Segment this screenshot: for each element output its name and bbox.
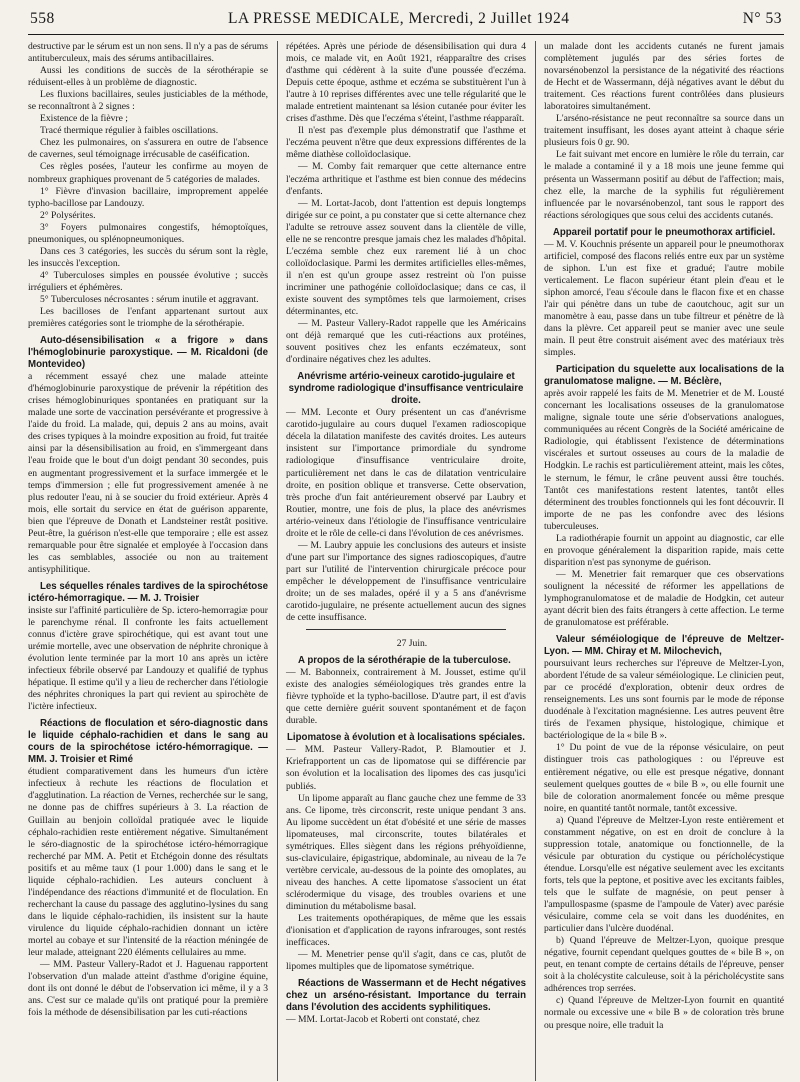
- paragraph: 1° Fièvre d'invasion bacillaire, improprement appelée typho-bacillose par Landouzy.: [28, 185, 268, 209]
- paragraph: Il n'est pas d'exemple plus démonstratif que l'asthme et l'eczéma peuvent n'être que deux expressions différentes de la même diathèse colloïdoclasique.: [286, 125, 526, 161]
- paragraph: — M. Laubry appuie les conclusions des auteurs et insiste d'une part sur l'importance des signes radioscopiques, d'autre part sur l'utilité de l'intervention chirurgicale précoce pour empêcher le développement de l'insuffisance ventriculaire droite; un de ses malades, opéré il y a 5 ans d'anévrisme carotido-jugulaire, ne présente actuellement aucun des signes de cette insuffisance.: [286, 539, 526, 624]
- paragraph: a) Quand l'épreuve de Meltzer-Lyon reste entièrement et constamment négative, on est en droit de conclure à la suppression totale, anatomique ou fonctionnelle, de la vésicule par obturation du cystique ou pérícholécystique étendue. Lorsqu'elle est négative seulement avec les excitants forts, tels que la peptone, et positive avec les excitants faibles, tels que le sulfate de magnésie, on peut penser à l'ampullospasme (spasme de l'ampoule de Vater) avec parésie vésiculaire, comme cela se voit dans les duodénites, en particulier dans l'ulcère duodénal.: [544, 814, 784, 935]
- page-number: 558: [30, 10, 55, 27]
- paragraph: Un lipome apparaît au flanc gauche chez une femme de 33 ans. Ce lipome, très circonscrit, reste unique pendant 3 ans. Au lipome succèdent un état d'obésité et une série de masses lipomateuses, mal circonscrite, toutes bilatérales et symétriques. Elles siègent dans les régions préhyoïdienne, sus-claviculaire, épigastrique, abdominale, au niveau de la 7e vertèbre cervicale, au-dessous de la pointe des omoplates, au niveau des hanches. A cette lipomatose s'associent un état sclérodermique du visage, des troubles ovariens et une diminution du métabolisme basal.: [286, 792, 526, 912]
- paragraph: Ces règles posées, l'auteur les confirme au moyen de nombreux graphiques provenant de 5 catégories de malades.: [28, 161, 268, 185]
- paragraph: 4° Tuberculoses simples en poussée évolutive ; succès irréguliers et éphémères.: [28, 269, 268, 293]
- paragraph: Tracé thermique régulier à faibles oscillations.: [40, 125, 219, 137]
- section-heading: Valeur séméiologique de l'épreuve de Meltzer-Lyon. — MM. Chiray et M. Milochevich,: [544, 634, 784, 658]
- section-heading: Réactions de floculation et séro-diagnostic dans le liquide céphalo-rachidien et dans le sang au cours de la spirochétose ictéro-hémorragique. — MM. J. Troisier et Rimé: [28, 718, 268, 766]
- paragraph: Les traitements opothérapiques, de même que les essais d'ionisation et d'application de rayons infrarouges, sont restés inefficaces.: [286, 913, 526, 949]
- journal-title: LA PRESSE MEDICALE, Mercredi, 2 Juillet 1924: [228, 10, 570, 27]
- paragraph: b) Quand l'épreuve de Meltzer-Lyon, quoique presque négative, fournit cependant quelques gouttes de « bile B », on peut, en tenant compte de certains détails de l'épreuve, penser soit à la cholécystite calculeuse, soit à la péricholécystite sans adhérences trop serrées.: [544, 935, 784, 995]
- section-heading: Appareil portatif pour le pneumothorax artificiel.: [552, 226, 776, 238]
- paragraph: La radiothérapie fournit un appoint au diagnostic, car elle en provoque généralement la disparition rapide, mais cette disparition n'est pas synonyme de guérison.: [544, 532, 784, 568]
- paragraph: Les bacilloses de l'enfant appartenant surtout aux premières catégories sont le triomphe de la sérothérapie.: [28, 306, 268, 330]
- column-1: [28, 41, 268, 1081]
- section-heading: Lipomatose à évolution et à localisations spéciales.: [287, 732, 525, 744]
- paragraph: — MM. Pasteur Vallery-Radot et J. Haguenau rapportent l'observation d'un malade atteint d'asthme d'origine équine, dont ils ont donné le début de l'observation ici même, il y a 3 ans. C'est sur ce malade qu'ils ont pratiqué pour la première fois la méthode de désensibilisation par les cuti-réactions: [28, 959, 268, 1019]
- paragraph: — M. Pasteur Vallery-Radot rappelle que les Américains ont déjà remarqué que les cuti-réactions aux protéines, souvent positives chez les enfants eczémateux, sont d'ordinaire négatives chez les adultes.: [286, 318, 526, 366]
- paragraph: 5° Tuberculoses nécrosantes : sérum inutile et aggravant.: [40, 293, 259, 305]
- paragraph: Existence de la fièvre ;: [40, 113, 128, 125]
- paragraph: — MM. Lortat-Jacob et Roberti ont constaté, chez: [286, 1014, 480, 1026]
- paragraph: destructive par le sérum est un non sens. Il n'y a pas de sérums antituberculeux, mais des sérums antibacillaires.: [28, 41, 268, 65]
- paragraph: c) Quand l'épreuve de Meltzer-Lyon fournit en quantité normale ou excessive une « bile B » de coloration très brune ou presque noire, elle traduit la: [544, 995, 784, 1031]
- paragraph: 1° Du point de vue de la réponse vésiculaire, on peut distinguer trois cas pathologiques : ou l'épreuve est entièrement négative, ou elle est presque négative, donnant seulement quelques gouttes de « bile B », ou elle fournit une bile de coloration anormalement foncée ou même presque noire, en quantité tantôt normale, tantôt excessive.: [544, 742, 784, 814]
- paragraph: un malade dont les accidents cutanés ne furent jamais complètement jugulés par des séries fortes de novarsénobenzol la persistance de la négativité des réactions de Hecht et de Wassermann, déjà négatives avant le début du traitement. Ces réactions furent contrôlées dans plusieurs laboratoires simultanément.: [544, 41, 784, 113]
- paragraph: poursuivant leurs recherches sur l'épreuve de Meltzer-Lyon, abordent l'étude de sa valeur séméiologique. Le clinicien peut, par ce procédé d'exploration, obtenir deux ordres de renseignements. Les uns sont fournis par le mode de réponse duodénale à l'excitation magnésienne. Les autres peuvent être tirés de l'examen physique, histologique, chimique et bactériologique de la « bile B ».: [544, 658, 784, 742]
- paragraph: après avoir rappelé les faits de M. Menetrier et de M. Lousté concernant les localisations osseuses de la granulomatose maligne, signale toute une série d'observations analogues, communiquées au récent Congrès de la Société américaine de Radiologie, qui établissent l'existence de déterminations viscérales et surtout osseuses au cours de la maladie de Hodgkin. Le rachis est particulièrement atteint, mais les côtes, le sternum, le fémur, le crâne peuvent aussi être touchés. Tantôt ces manifestations restent latentes, tantôt elles déterminent des troubles fonctionnels qui les font découvrir. Il importe de ne pas les confondre avec des lésions tuberculeuses.: [544, 388, 784, 532]
- paragraph: a récemment essayé chez une malade atteinte d'hémoglobinurie paroxystique de prévenir la répétition des crises hémoglobinuriques spontanées en pratiquant sur la malade une sorte de vaccination persévérante et progressive à l'aide du froid. La malade, qui, depuis 2 ans au moins, avait des crises typiques à la moindre exposition au froid, fut traitée ainsi par la désensibilisation au froid, en s'immergeant dans l'eau froide que le bout d'un doigt pendant 30 secondes, puis en augmentant progressivement et la surface immergée et le temps d'immersion ; elle fut progressivement amenée à ne plus redouter l'eau, ni à se soucier du froid extérieur. Après 4 mois, elle sortait du service en état de guérison apparente, bien que l'épreuve de Donath et Landsteiner restât positive. Peut-être, la guérison n'est-elle que temporaire ; elle est assez remarquable pour être signalée et employée à l'occasion dans les cas semblables, associée ou non au traitement antisyphilitique.: [28, 371, 268, 575]
- section-heading: Anévrisme artério-veineux carotido-jugulaire et syndrome radiologique d'insuffisance ventriculaire droite.: [288, 371, 524, 407]
- paragraph: L'arséno-résistance ne peut reconnaître sa source dans un traitement insuffisant, les doses ayant atteint à chaque série plusieurs fois 0 gr. 90.: [544, 113, 784, 149]
- section-heading: Auto-désensibilisation « a frigore » dans l'hémoglobinurie paroxystique. — M. Ricaldoni (de Montevideo): [28, 335, 268, 371]
- column-3: [535, 41, 784, 1081]
- paragraph: étudient comparativement dans les humeurs d'un ictère infectieux à rechute les réactions de floculation et d'agglutination. La réaction de Vernes, recherchée sur le sang, ne donne pas de chiffres supérieurs à 3. La réaction de Guillain au benjoin colloïdal pratiquée avec le liquide céphalo-rachidien reste entièrement négative. Simultanément le séro-diagnostic de la spirochétose ictéro-hémorragique recherché par MM. A. Petit et Etchégoin donne des résultats positifs et au même taux (1 pour 1.000) dans le sang et le liquide céphalo-rachidien. Les auteurs concluent à l'indépendance des réactions d'immunité et de floculation. En recherchant la cause du passage des agglutino-lysines du sang dans le liquide céphalo-rachidien, ils insistent sur la haute virulence du liquide céphalo-rachidien donnant un ictère mortel au cobaye et sur l'intensité de la réaction méningée de leur malade, atteignant 220 éléments cellulaires au mme.: [28, 766, 268, 959]
- paragraph: Les fluxions bacillaires, seules justiciables de la méthode, se reconnaîtront à 2 signes :: [28, 89, 268, 113]
- section-divider: [306, 629, 506, 630]
- paragraph: Chez les pulmonaires, on s'assurera en outre de l'absence de cavernes, seul témoignage irrécusable de caséification.: [28, 137, 268, 161]
- issue-number: N° 53: [742, 10, 782, 27]
- section-heading: Les séquelles rénales tardives de la spirochétose ictéro-hémorragique. — M. J. Troisier: [28, 580, 268, 604]
- paragraph: 2° Polysérites.: [40, 209, 96, 221]
- paragraph: Aussi les conditions de succès de la sérothérapie se réduisent-elles à un problème de diagnostic.: [28, 65, 268, 89]
- paragraph: Le fait suivant met encore en lumière le rôle du terrain, car le malade a contaminé il y a 18 mois une jeune femme qui présenta un Wassermann positif au début de l'affection; mais, chez elle, la marche de la syphilis fut régulièrement influencée par le novarsénobenzol, tant sous le rapport des réactions sérologiques que sous celui des accidents cutanés.: [544, 149, 784, 221]
- paragraph: 3° Foyers pulmonaires congestifs, hémoptoïques, pneumoniques, ou splénopneumoniques.: [28, 221, 268, 245]
- paragraph: — M. Lortat-Jacob, dont l'attention est depuis longtemps dirigée sur ce point, a pu constater que si cette alternance chez l'adulte se retrouve assez souvent dans la clientèle de ville, elle ne se rencontre presque jamais chez les malades d'hôpital. L'eczéma semble chez eux rarement lié à un choc colloïdoclasique. Parmi les dermites artificielles elles-mêmes, il n'en est qu'un groupe assez restreint où l'on puisse incriminer une pathogénie colloïdoclasique; dans ce cas, il existe souvent des symptômes tels que larmoiement, crises déterminantes, etc.: [286, 197, 526, 318]
- column-2: [277, 41, 526, 1081]
- paragraph: répétées. Après une période de désensibilisation qui dura 4 mois, ce malade vit, en Août 1921, réapparaître des crises d'asthme qui cédèrent à la suite d'une poussée d'eczéma. Depuis cette époque, asthme et eczéma se substituèrent l'un à l'autre à 10 reprises différentes avec une telle régularité que le malade entretient maintenant sa lésion cutanée pour éviter les crises d'asthme. Dès que l'eczéma s'éteint, l'asthme réapparaît.: [286, 41, 526, 125]
- paragraph: — M. Babonneix, contrairement à M. Jousset, estime qu'il existe des analogies séméiologiques très grandes entre la fièvre typhoïde et la typho-bacillose. D'autre part, il est d'avis que cette dernière guérit souvent spontanément et de façon durable.: [286, 667, 526, 727]
- section-heading: Réactions de Wassermann et de Hecht négatives chez un arséno-résistant. Importance du terrain dans l'évolution des accidents syphilitiques.: [286, 978, 526, 1014]
- paragraph: insiste sur l'affinité particulière de Sp. ictero-hemorragiæ pour le parenchyme rénal. Il confronte les faits actuellement connus d'ictère grave spirochétique, qui est avant tout une urémie mortelle, avec une observation de néphrite chronique à évolution lente terminée par la mort 10 ans après un ictère infectieux fébrile observé par Landouzy et qualifié de typhus hépatique. Il estime qu'il y a lieu de rechercher dans l'étiologie des néphrites chroniques la part qui revient au spirochète de l'ictère infectieux.: [28, 604, 268, 713]
- paragraph: — M. Comby fait remarquer que cette alternance entre l'eczéma arthritique et l'asthme est bien connue des médecins d'enfants.: [286, 161, 526, 197]
- paragraph: — MM. Pasteur Vallery-Radot, P. Blamoutier et J. Kriefrapportent un cas de lipomatose qui se différencie par son évolution et la localisation des lipomes des cas jusqu'ici publiés.: [286, 744, 526, 792]
- paragraph: — MM. Leconte et Oury présentent un cas d'anévrisme carotido-jugulaire au cours duquel l'examen radioscopique décela la dilatation manifeste des cavités droites. Les auteurs insistent sur l'importance primordiale du syndrome radiologique d'insuffisance ventriculaire droite, particulièrement net dans le cas de dilatation ventriculaire droite, en position oblique et transverse. Cette observation, très proche d'un fait antérieurement observé par Laubry et Routier, montre, une fois de plus, la place des anévrismes artério-veineux dans l'étiologie de l'insuffisance ventriculaire droite et le rôle de celle-ci dans l'évolution de ces anévrismes.: [286, 407, 526, 539]
- section-heading: Participation du squelette aux localisations de la granulomatose maligne. — M. Béclère,: [544, 364, 784, 388]
- running-head: [28, 10, 784, 35]
- paragraph: — M. Menetrier fait remarquer que ces observations soulignent la nécessité de réformer les appellations de lymphogranulomatose et de maladie de Hodgkin, cet auteur ayant décrit bien des faits étrangers à cette affection. Le terme de granulomatose est préférable.: [544, 568, 784, 629]
- section-heading: A propos de la sérothérapie de la tuberculose.: [298, 655, 511, 667]
- paragraph: — M. Menetrier pense qu'il s'agit, dans ce cas, plutôt de lipomes multiples que de lipomatose symétrique.: [286, 949, 526, 973]
- session-date: 27 Juin.: [396, 638, 428, 650]
- text-columns: [28, 41, 784, 1081]
- paragraph: — M. V. Kouchnis présente un appareil pour le pneumothorax artificiel, composé des flacons reliés entre eux par un système de siphon. L'un est fixe et gradué; l'autre mobile verticalement. Le flacon supérieur étant plein d'eau et le siphon amorcé, l'eau s'écoule dans le flacon fixe et en chasse l'air qui pénètre dans un tube de caoutchouc, agit sur un manomètre à eau, passe dans un tube filtreur et pénètre de là dans la plèvre. Cet appareil peut se manier avec une seule main. Il peut être construit aisément avec des matériaux très simples.: [544, 238, 784, 359]
- paragraph: Dans ces 3 catégories, les succès du sérum sont la règle, les insuccès l'exception.: [28, 245, 268, 269]
